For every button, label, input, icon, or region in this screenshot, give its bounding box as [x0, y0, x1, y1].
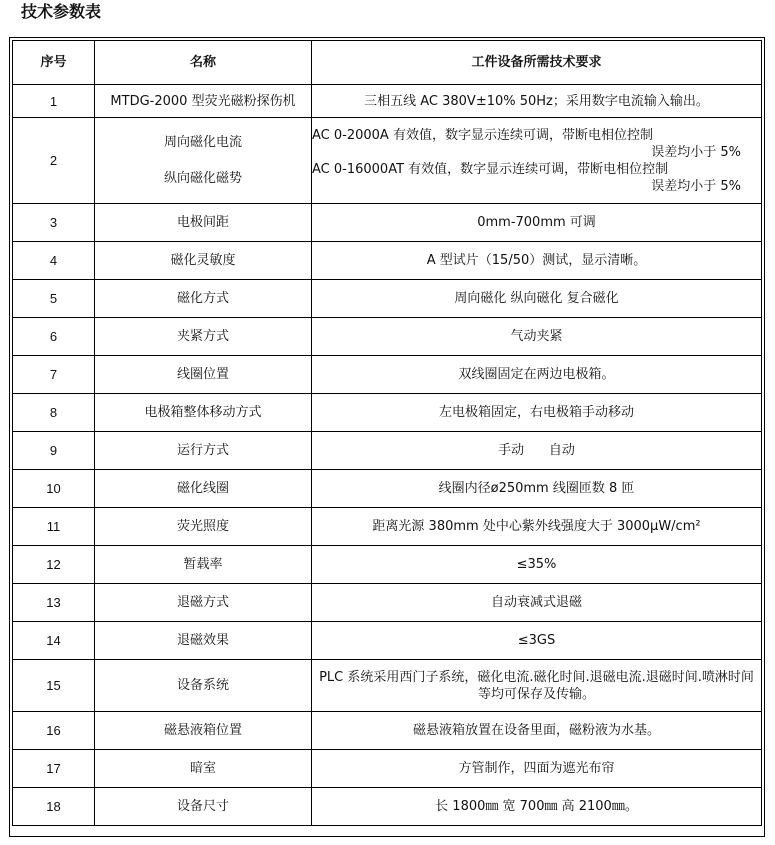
row-requirement: ≤35%: [312, 546, 762, 584]
req-circumferential-error: 误差均小于 5%: [651, 144, 741, 160]
row-name: 线圈位置: [95, 356, 312, 394]
row-no: 10: [13, 470, 95, 508]
req-circumferential: AC 0-2000A 有效值，数字显示连续可调，带断电相位控制: [312, 127, 653, 143]
row-requirement: 三相五线 AC 380V±10% 50Hz；采用数字电流输入输出。: [312, 85, 762, 118]
table-row: [13, 546, 762, 584]
table-row: [13, 470, 762, 508]
row-no: 6: [13, 318, 95, 356]
table-row: [13, 118, 762, 204]
header-name: 名称: [95, 41, 312, 85]
table-row: [13, 788, 762, 826]
row-no: 16: [13, 712, 95, 750]
row-name: 暗室: [95, 750, 312, 788]
row-no: 12: [13, 546, 95, 584]
row-no: 15: [13, 660, 95, 712]
row-no: 17: [13, 750, 95, 788]
header-no: 序号: [13, 41, 95, 85]
row-name: 磁悬液箱位置: [95, 712, 312, 750]
row-name: 磁化灵敏度: [95, 242, 312, 280]
row-requirement: 0mm-700mm 可调: [312, 204, 762, 242]
row-name: 电极间距: [95, 204, 312, 242]
table-row: [13, 584, 762, 622]
row-requirement: 气动夹紧: [312, 318, 762, 356]
row-requirement: 线圈内径ø250mm 线圈匝数 8 匝: [312, 470, 762, 508]
req-longitudinal-error: 误差均小于 5%: [651, 178, 741, 194]
table-row: [13, 712, 762, 750]
row-name: 磁化线圈: [95, 470, 312, 508]
table-row: [13, 318, 762, 356]
table-row: [13, 660, 762, 712]
row-no: 1: [13, 85, 95, 118]
row-name: 退磁效果: [95, 622, 312, 660]
row-requirement: 左电极箱固定，右电极箱手动移动: [312, 394, 762, 432]
row-name: 退磁方式: [95, 584, 312, 622]
table-row: [13, 204, 762, 242]
row-requirement: 周向磁化 纵向磁化 复合磁化: [312, 280, 762, 318]
row-requirement: 自动衰减式退磁: [312, 584, 762, 622]
row-requirement: ≤3GS: [312, 622, 762, 660]
row-no: 11: [13, 508, 95, 546]
row-no: 13: [13, 584, 95, 622]
row-name: 暂载率: [95, 546, 312, 584]
table-row: [13, 394, 762, 432]
row-requirement: 双线圈固定在两边电极箱。: [312, 356, 762, 394]
table-row: [13, 508, 762, 546]
row-name: 荧光照度: [95, 508, 312, 546]
table-row: [13, 622, 762, 660]
row-requirement: PLC 系统采用西门子系统，磁化电流.磁化时间.退磁电流.退磁时间.喷淋时间等均可保存及传输。: [312, 660, 762, 712]
page-title: 技术参数表: [21, 2, 102, 21]
table-row: [13, 280, 762, 318]
row-name: 夹紧方式: [95, 318, 312, 356]
row-name: 运行方式: [95, 432, 312, 470]
row-requirement: A 型试片（15/50）测试，显示清晰。: [312, 242, 762, 280]
row-no: 3: [13, 204, 95, 242]
row-no: 14: [13, 622, 95, 660]
row-requirement: 方管制作，四面为遮光布帘: [312, 750, 762, 788]
row-name: 设备尺寸: [95, 788, 312, 826]
req-longitudinal: AC 0-16000AT 有效值，数字显示连续可调，带断电相位控制: [312, 161, 669, 177]
table-row: [13, 242, 762, 280]
row-name: 设备系统: [95, 660, 312, 712]
row-no: 8: [13, 394, 95, 432]
row-requirement: 磁悬液箱放置在设备里面，磁粉液为水基。: [312, 712, 762, 750]
table-row: [13, 750, 762, 788]
row-name: 电极箱整体移动方式: [95, 394, 312, 432]
row-requirement: 手动 自动: [312, 432, 762, 470]
row-requirement: 距离光源 380mm 处中心紫外线强度大于 3000μW/cm²: [312, 508, 762, 546]
row-no: 18: [13, 788, 95, 826]
table-row: [13, 85, 762, 118]
row-name-longitudinal: 纵向磁化磁势: [163, 171, 242, 186]
table-header-row: [13, 41, 762, 85]
row-no: 9: [13, 432, 95, 470]
row-name: [95, 118, 312, 204]
table-row: [13, 432, 762, 470]
row-name: MTDG-2000 型荧光磁粉探伤机: [95, 85, 312, 118]
row-requirement: [312, 118, 762, 204]
table-row: [13, 356, 762, 394]
row-name: 磁化方式: [95, 280, 312, 318]
row-name-circumferential: 周向磁化电流: [163, 135, 242, 150]
row-no: 4: [13, 242, 95, 280]
header-requirement: 工件设备所需技术要求: [312, 41, 762, 85]
row-requirement: 长 1800㎜ 宽 700㎜ 高 2100㎜。: [312, 788, 762, 826]
row-no: 5: [13, 280, 95, 318]
row-no: 7: [13, 356, 95, 394]
spec-table: [12, 40, 762, 826]
row-no: 2: [13, 118, 95, 204]
